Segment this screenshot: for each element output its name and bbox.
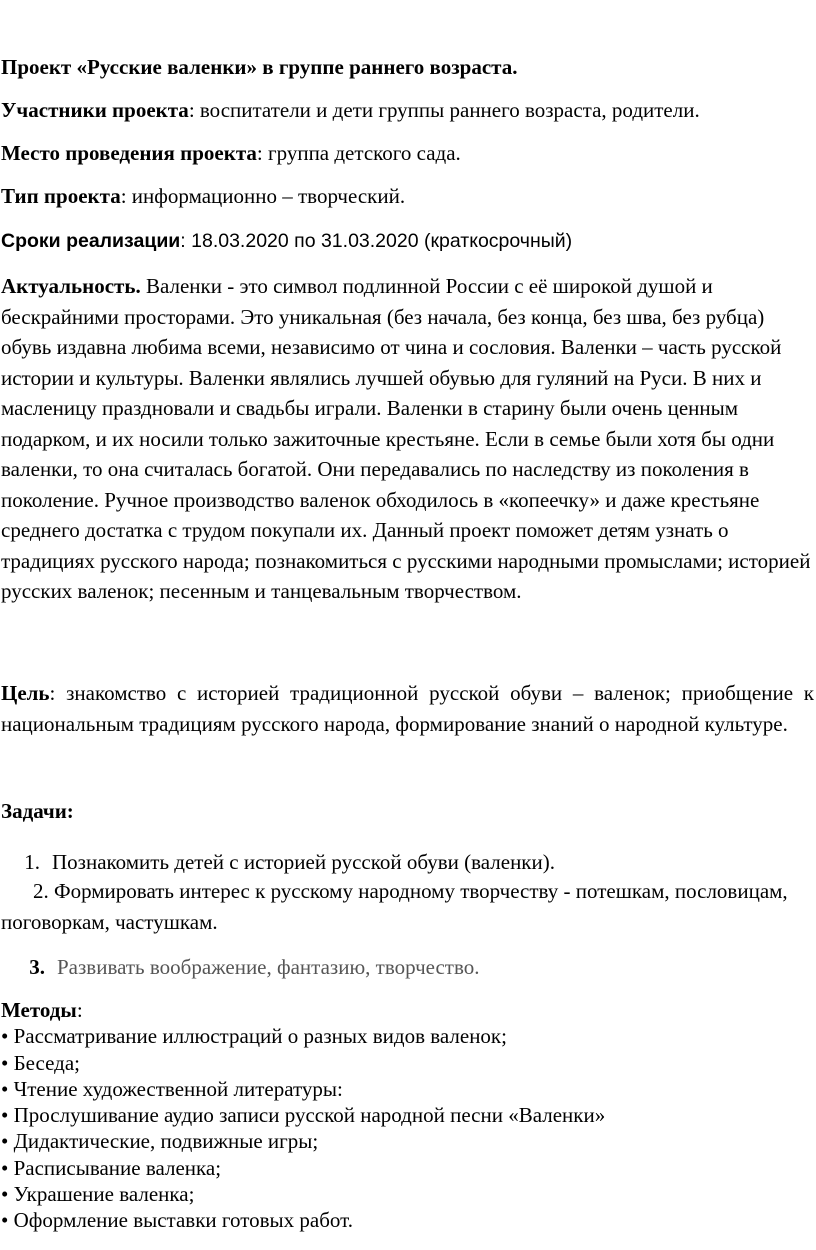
task-text: Формировать интерес к русскому народному творчеству - потешкам, пословицам, поговоркам, частушкам.: [1, 879, 788, 934]
bullet: •: [1, 1129, 9, 1154]
list-item: • Беседа;: [1, 1050, 80, 1075]
terms-text: : 18.03.2020 по 31.03.2020 (краткосрочный): [180, 230, 573, 252]
type-label: Тип проекта: [1, 184, 121, 208]
place-line: [1, 138, 814, 169]
goal-text: : знакомство с историей традиционной русской обуви – валенок; приобщение к национальным традициям русского народа, формирование знаний о народной культуре.: [1, 681, 814, 736]
list-item: • Рассматривание иллюстраций о разных видов валенок;: [1, 1024, 507, 1049]
relevance-text: Валенки - это символ подлинной России с её широкой душой и бескрайними просторами. Это уникальная (без начала, без конца, без шва, без рубца) обувь издавна любима всеми, независимо от чина и сословия. Валенки – часть русской истории и культуры. Валенки являлись лучшей обувью для гуляний на Руси. В них и масленицу праздновали и свадьбы играли. Валенки в старину были очень ценным подарком, и их носили только зажиточные крестьяне. Если в семье были хотя бы одни валенки, то она считалась богатой. Они передавались по наследству из поколения в поколение. Ручное производство валенок обходилось в «копеечку» и даже крестьяне среднего достатка с трудом покупали их. Данный проект поможет детям узнать о традициях русского народа; познакомиться с русскими народными промыслами; историей русских валенок; песенным и танцевальным творчеством.: [1, 274, 811, 603]
participants-line: [1, 95, 814, 126]
goal-label: Цель: [1, 681, 50, 705]
goal-paragraph: [1, 678, 814, 739]
bullet: •: [1, 1076, 9, 1101]
list-item: • Дидактические, подвижные игры;: [1, 1129, 319, 1154]
list-item: • Расписывание валенка;: [1, 1155, 222, 1180]
task-number: 3.: [29, 955, 45, 979]
bullet: •: [1, 1182, 9, 1207]
bullet: •: [1, 1155, 9, 1180]
task-item-1: [1, 847, 814, 878]
methods-label: Методы: [1, 998, 77, 1022]
bullet: •: [1, 1050, 9, 1075]
task-number: 1.: [24, 850, 40, 874]
list-item: • Прослушивание аудио записи русской народной песни «Валенки»: [1, 1103, 606, 1128]
relevance-paragraph: [1, 271, 814, 607]
project-title: Проект «Русские валенки» в группе раннего возраста.: [1, 55, 518, 79]
bullet: •: [1, 1103, 9, 1128]
task-text: Познакомить детей с историей русской обуви (валенки).: [52, 850, 555, 874]
methods-colon: :: [76, 998, 83, 1022]
list-item: • Украшение валенка;: [1, 1182, 195, 1207]
methods-list: [1, 1023, 814, 1233]
relevance-label: Актуальность.: [1, 274, 141, 298]
terms-label: Сроки реализации: [1, 230, 181, 252]
bullet: •: [1, 1024, 9, 1049]
list-item: • Оформление выставки готовых работ.: [1, 1208, 353, 1233]
place-text: : группа детского сада.: [256, 141, 461, 165]
bullet: •: [1, 1208, 9, 1233]
type-line: [1, 181, 814, 212]
task-number: 2.: [33, 879, 49, 903]
task-item-2: [1, 876, 814, 937]
participants-text: : воспитатели и дети группы раннего возраста, родители.: [188, 98, 700, 122]
task-text: Развивать воображение, фантазию, творчество.: [57, 955, 480, 979]
tasks-heading: Задачи:: [1, 799, 74, 823]
type-text: : информационно – творческий.: [120, 184, 406, 208]
list-item: • Чтение художественной литературы:: [1, 1076, 343, 1101]
terms-line: [1, 226, 814, 257]
methods-section: [1, 997, 814, 1234]
task-item-3: [1, 952, 814, 983]
participants-label: Участники проекта: [1, 98, 189, 122]
place-label: Место проведения проекта: [1, 141, 257, 165]
